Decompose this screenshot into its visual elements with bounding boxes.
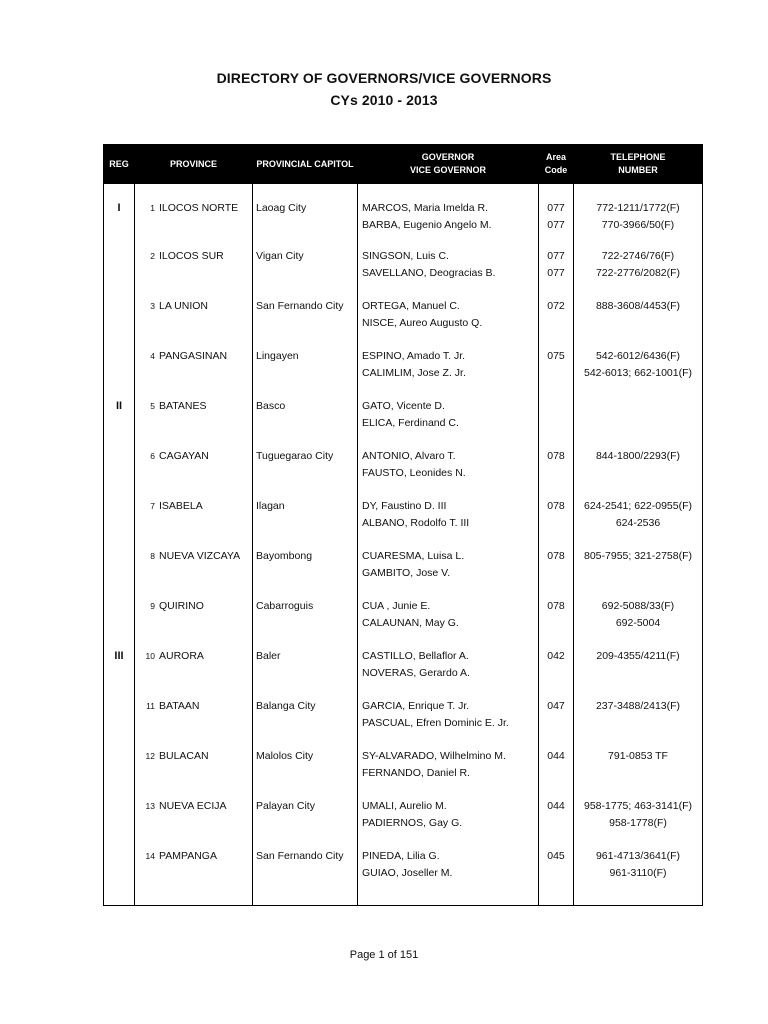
- header-capitol: PROVINCIAL CAPITOL: [253, 145, 358, 184]
- province-name: PAMPANGA: [159, 849, 217, 862]
- province-name: NUEVA VIZCAYA: [159, 549, 241, 562]
- area-code-cell: 078: [539, 548, 574, 598]
- governor-cell: [358, 698, 539, 748]
- telephone-cell: 722-2746/76(F) 722-2776/2082(F): [574, 248, 703, 298]
- governor-name: GATO, Vicente D.: [362, 399, 445, 412]
- area-code-cell: 078: [539, 598, 574, 648]
- governor-name: ANTONIO, Alvaro T.: [362, 449, 456, 462]
- region-cell: [104, 298, 135, 348]
- region-cell: [104, 798, 135, 848]
- telephone-cell: 805-7955; 321-2758(F): [574, 548, 703, 598]
- area-code-cell: 047: [539, 698, 574, 748]
- province-cell: [135, 398, 253, 448]
- governor-name: UMALI, Aurelio M.: [362, 799, 447, 812]
- row-number: 1: [150, 203, 155, 213]
- vice-governor-name: BARBA, Eugenio Angelo M.: [362, 219, 492, 231]
- province-name: BATANES: [159, 399, 207, 412]
- capitol-cell: Basco: [253, 398, 358, 448]
- capitol-cell: Tuguegarao City: [253, 448, 358, 498]
- province-cell: [135, 548, 253, 598]
- telephone-cell: 542-6012/6436(F) 542-6013; 662-1001(F): [574, 348, 703, 398]
- region-cell: [104, 348, 135, 398]
- governor-cell: [358, 248, 539, 298]
- row-number: 2: [150, 250, 155, 261]
- row-number: 8: [150, 550, 155, 561]
- province-name: AURORA: [159, 649, 204, 662]
- telephone-cell: 692-5088/33(F) 692-5004: [574, 598, 703, 648]
- area-code-cell: 045: [539, 848, 574, 906]
- header-telephone: TELEPHONE NUMBER: [574, 145, 703, 184]
- row-number: 12: [145, 750, 155, 761]
- row-number: 13: [145, 800, 155, 811]
- governor-cell: [358, 348, 539, 398]
- governor-name: PINEDA, Lilia G.: [362, 849, 440, 862]
- row-number: 10: [145, 650, 155, 661]
- governor-cell: [358, 798, 539, 848]
- province-name: ISABELA: [159, 499, 203, 512]
- row-number: 3: [150, 300, 155, 311]
- capitol-cell: Ilagan: [253, 498, 358, 548]
- document-subtitle: CYs 2010 - 2013: [330, 92, 438, 108]
- province-cell: [135, 698, 253, 748]
- capitol-cell: Laoag City: [253, 184, 358, 248]
- province-cell: [135, 598, 253, 648]
- region-cell: [104, 698, 135, 748]
- telephone-cell: 209-4355/4211(F): [574, 648, 703, 698]
- vice-governor-name: NOVERAS, Gerardo A.: [362, 666, 470, 679]
- row-number: 14: [145, 850, 155, 861]
- vice-governor-name: GAMBITO, Jose V.: [362, 566, 451, 579]
- table-row: [104, 548, 703, 598]
- province-name: ILOCOS NORTE: [159, 202, 239, 214]
- capitol-cell: Palayan City: [253, 798, 358, 848]
- governor-cell: [358, 448, 539, 498]
- telephone-cell: 844-1800/2293(F): [574, 448, 703, 498]
- area-code-cell: 078: [539, 498, 574, 548]
- table-row: [104, 698, 703, 748]
- governor-name: CASTILLO, Bellaflor A.: [362, 649, 469, 662]
- area-code-cell: 075: [539, 348, 574, 398]
- governor-cell: [358, 598, 539, 648]
- capitol-cell: Lingayen: [253, 348, 358, 398]
- vice-governor-name: FERNANDO, Daniel R.: [362, 766, 470, 779]
- table-row: [104, 598, 703, 648]
- header-province: PROVINCE: [135, 145, 253, 184]
- table-row: [104, 398, 703, 448]
- telephone-cell: 791-0853 TF: [574, 748, 703, 798]
- header-governor: GOVERNOR VICE GOVERNOR: [358, 145, 539, 184]
- governor-cell: [358, 848, 539, 906]
- table-row: [104, 248, 703, 298]
- region-cell: [104, 248, 135, 298]
- province-cell: [135, 298, 253, 348]
- capitol-cell: Balanga City: [253, 698, 358, 748]
- region-cell: [104, 498, 135, 548]
- telephone-cell: 772-1211/1772(F) 770-3966/50(F): [574, 184, 703, 248]
- area-code-cell: 072: [539, 298, 574, 348]
- header-reg: REG: [104, 145, 135, 184]
- area-code-cell: 077 077: [539, 248, 574, 298]
- area-code-cell: 078: [539, 448, 574, 498]
- province-name: NUEVA ECIJA: [159, 799, 227, 812]
- governor-name: SINGSON, Luis C.: [362, 249, 449, 262]
- telephone-cell: 624-2541; 622-0955(F) 624-2536: [574, 498, 703, 548]
- area-code-cell: [539, 398, 574, 448]
- vice-governor-name: PADIERNOS, Gay G.: [362, 816, 463, 829]
- table-row: [104, 848, 703, 906]
- region-cell: [104, 548, 135, 598]
- province-name: PANGASINAN: [159, 349, 228, 362]
- vice-governor-name: ELICA, Ferdinand C.: [362, 416, 459, 429]
- governor-name: CUARESMA, Luisa L.: [362, 549, 465, 562]
- province-cell: [135, 648, 253, 698]
- telephone-cell: 888-3608/4453(F): [574, 298, 703, 348]
- province-name: BULACAN: [159, 749, 209, 762]
- capitol-cell: San Fernando City: [253, 298, 358, 348]
- governor-cell: [358, 648, 539, 698]
- area-code-cell: 044: [539, 748, 574, 798]
- region-cell: [104, 598, 135, 648]
- governor-name: SY-ALVARADO, Wilhelmino M.: [362, 749, 506, 762]
- capitol-cell: Vigan City: [253, 248, 358, 298]
- area-code-cell: 077 077: [539, 184, 574, 248]
- governor-cell: [358, 748, 539, 798]
- region-cell: [104, 748, 135, 798]
- governor-name: GARCIA, Enrique T. Jr.: [362, 699, 470, 712]
- capitol-cell: Bayombong: [253, 548, 358, 598]
- table-row: [104, 748, 703, 798]
- row-number: 7: [150, 500, 155, 511]
- province-cell: [135, 798, 253, 848]
- province-name: CAGAYAN: [159, 449, 209, 462]
- governor-name: ORTEGA, Manuel C.: [362, 299, 460, 312]
- vice-governor-name: NISCE, Aureo Augusto Q.: [362, 316, 483, 329]
- governor-cell: [358, 298, 539, 348]
- governor-name: MARCOS, Maria Imelda R.: [362, 202, 489, 214]
- telephone-cell: 237-3488/2413(F): [574, 698, 703, 748]
- document-title: DIRECTORY OF GOVERNORS/VICE GOVERNORS: [216, 70, 552, 86]
- capitol-cell: Cabarroguis: [253, 598, 358, 648]
- governor-name: DY, Faustino D. III: [362, 499, 447, 512]
- table-row: [104, 298, 703, 348]
- governor-name: CUA , Junie E.: [362, 599, 431, 612]
- governor-cell: [358, 498, 539, 548]
- row-number: 6: [150, 450, 155, 461]
- vice-governor-name: ALBANO, Rodolfo T. III: [362, 516, 470, 529]
- region-cell: [104, 448, 135, 498]
- governor-cell: [358, 548, 539, 598]
- vice-governor-name: FAUSTO, Leonides N.: [362, 466, 466, 479]
- table-row: [104, 184, 703, 248]
- province-name: ILOCOS SUR: [159, 249, 224, 262]
- province-cell: [135, 348, 253, 398]
- table-row: [104, 448, 703, 498]
- table-header-row: [104, 145, 703, 184]
- region-cell: I: [104, 184, 135, 248]
- table-row: [104, 498, 703, 548]
- province-cell: [135, 448, 253, 498]
- region-cell: [104, 848, 135, 906]
- vice-governor-name: CALIMLIM, Jose Z. Jr.: [362, 366, 466, 379]
- vice-governor-name: CALAUNAN, May G.: [362, 616, 459, 629]
- province-name: BATAAN: [159, 699, 200, 712]
- capitol-cell: Malolos City: [253, 748, 358, 798]
- area-code-cell: 042: [539, 648, 574, 698]
- row-number: 11: [146, 700, 155, 711]
- governor-name: ESPINO, Amado T. Jr.: [362, 349, 466, 362]
- province-cell: [135, 748, 253, 798]
- table-row: [104, 348, 703, 398]
- telephone-cell: 961-4713/3641(F) 961-3110(F): [574, 848, 703, 906]
- province-name: LA UNION: [159, 299, 209, 312]
- table-row: [104, 648, 703, 698]
- province-cell: [135, 184, 253, 248]
- region-cell: II: [104, 398, 135, 448]
- governor-cell: [358, 398, 539, 448]
- telephone-cell: [574, 398, 703, 448]
- page-footer: Page 1 of 151: [349, 949, 419, 961]
- governor-cell: [358, 184, 539, 248]
- province-cell: [135, 848, 253, 906]
- province-cell: [135, 248, 253, 298]
- table-row: [104, 798, 703, 848]
- vice-governor-name: GUIAO, Joseller M.: [362, 866, 453, 879]
- vice-governor-name: PASCUAL, Efren Dominic E. Jr.: [362, 716, 509, 729]
- directory-table: [103, 144, 703, 906]
- vice-governor-name: SAVELLANO, Deogracias B.: [362, 266, 496, 279]
- region-cell: III: [104, 648, 135, 698]
- row-number: 4: [150, 350, 155, 361]
- row-number: 5: [150, 400, 155, 411]
- capitol-cell: San Fernando City: [253, 848, 358, 906]
- capitol-cell: Baler: [253, 648, 358, 698]
- area-code-cell: 044: [539, 798, 574, 848]
- row-number: 9: [150, 600, 155, 611]
- province-name: QUIRINO: [159, 599, 204, 612]
- province-cell: [135, 498, 253, 548]
- telephone-cell: 958-1775; 463-3141(F) 958-1778(F): [574, 798, 703, 848]
- header-area-code: Area Code: [539, 145, 574, 184]
